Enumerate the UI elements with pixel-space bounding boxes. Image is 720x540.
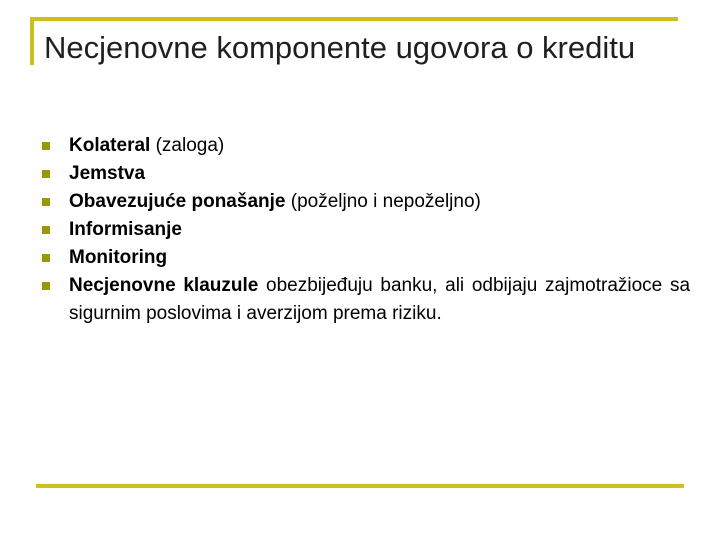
slide-title: Necjenovne komponente ugovora o kreditu bbox=[44, 30, 636, 65]
bullet-item-detail: (poželjno i nepoželjno) bbox=[285, 191, 481, 212]
bullet-item-term: Informisanje bbox=[69, 219, 182, 240]
bullet-item-informisanje bbox=[40, 216, 690, 244]
bullet-item-jemstva bbox=[40, 160, 690, 188]
bullet-item-term: Necjenovne klauzule bbox=[69, 275, 259, 296]
bullet-list bbox=[40, 132, 690, 328]
square-bullet-icon bbox=[42, 226, 50, 234]
square-bullet-icon bbox=[42, 170, 50, 178]
square-bullet-icon bbox=[42, 142, 50, 150]
bullet-item-monitoring bbox=[40, 244, 690, 272]
bullet-item-detail: obezbijeđuju banku, ali odbijaju zajmotražioce sa sigurnim poslovima i averzijom prema riziku. bbox=[69, 275, 691, 324]
left-accent-rule bbox=[30, 17, 34, 65]
square-bullet-icon bbox=[42, 282, 50, 290]
bullet-item-term: Obavezujuće ponašanje bbox=[69, 191, 286, 212]
square-bullet-icon bbox=[42, 254, 50, 262]
bullet-item-term: Monitoring bbox=[69, 247, 168, 268]
bullet-item-obavezujuce-ponasanje bbox=[40, 188, 690, 216]
bullet-item-necjenovne-klauzule bbox=[40, 272, 690, 328]
bullet-item-term: Jemstva bbox=[69, 163, 146, 184]
square-bullet-icon bbox=[42, 198, 50, 206]
bottom-accent-rule bbox=[36, 484, 684, 488]
bullet-item-kolateral bbox=[40, 132, 690, 160]
bullet-item-term: Kolateral bbox=[69, 135, 151, 156]
bullet-item-detail: (zaloga) bbox=[150, 135, 225, 156]
top-accent-rule bbox=[30, 17, 678, 21]
